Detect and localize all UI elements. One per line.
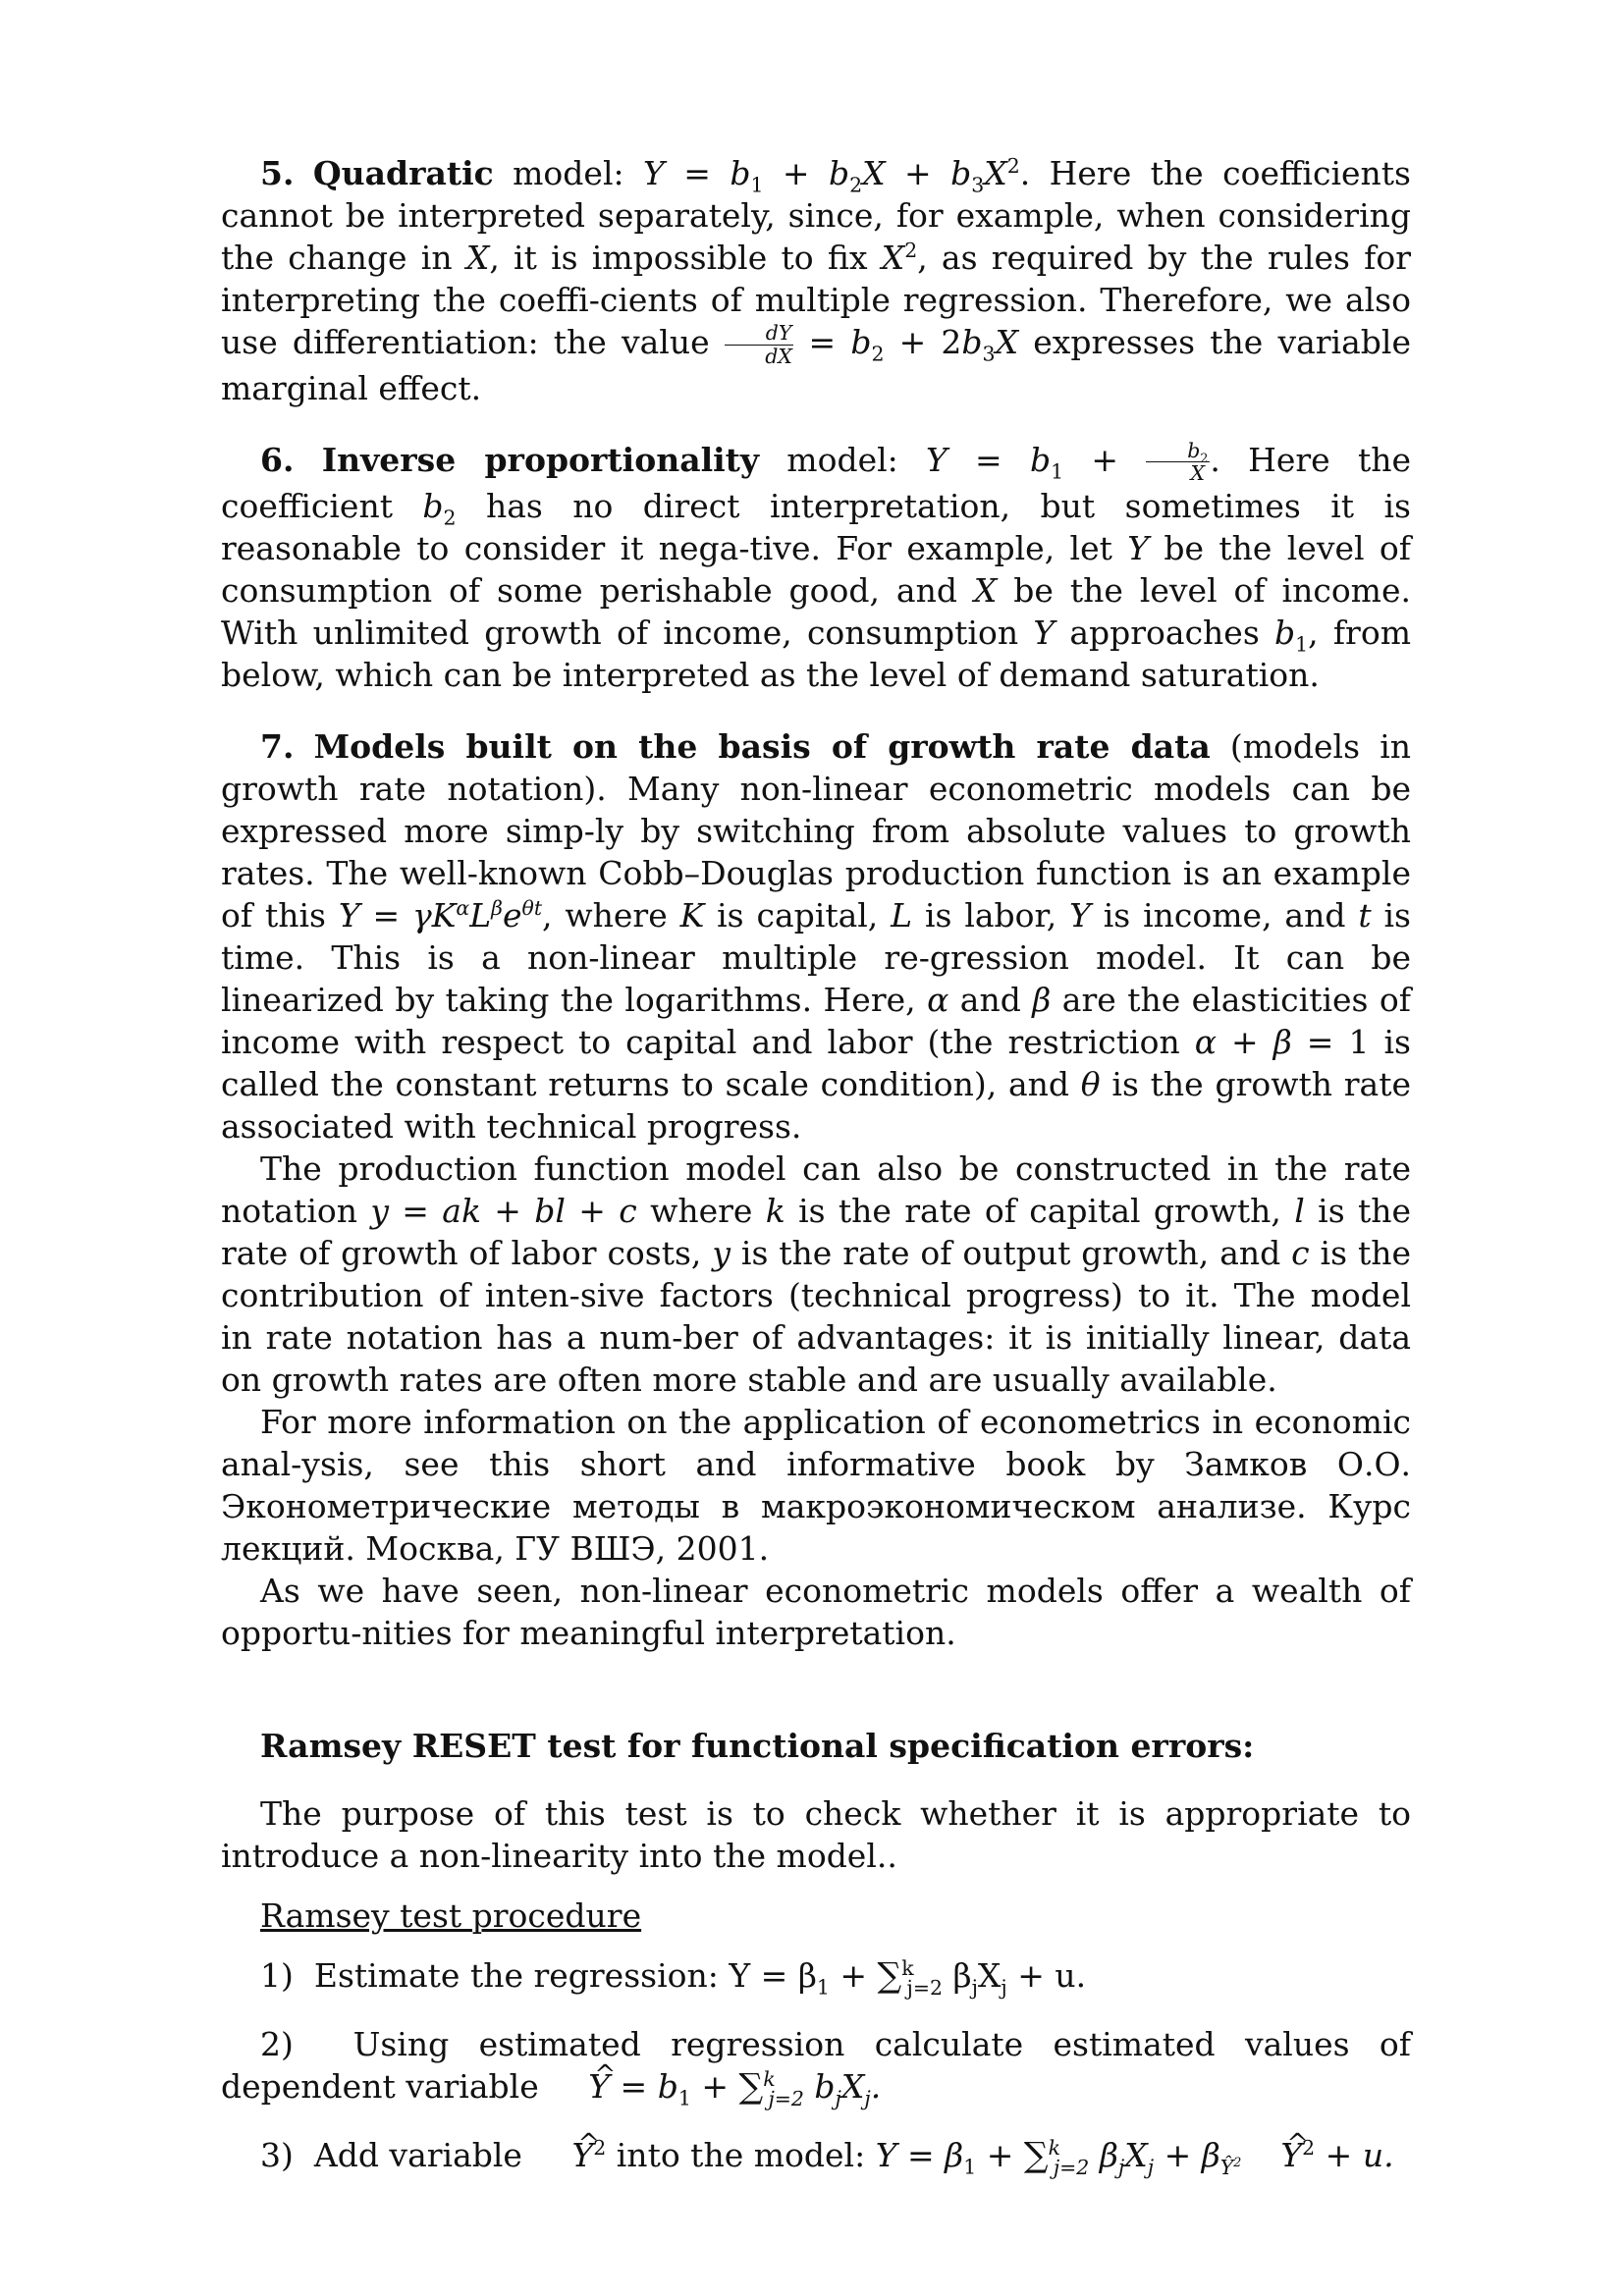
var: Y — [1033, 613, 1056, 652]
ramsey-step-1 — [221, 1954, 1411, 1998]
text: Using estimated regression calculate estimated values of dependent variable — [221, 2024, 1412, 2106]
section-title: Inverse proportionality — [321, 440, 760, 479]
section-quadratic — [221, 152, 1411, 409]
step-number: 1) — [260, 1955, 294, 1995]
var: θ — [1080, 1064, 1101, 1103]
ramsey-procedure-title: Ramsey test procedure — [260, 1896, 642, 1935]
formula-inverse: $Y = b_1$ + $\frac{b_2}{X}$ — [926, 439, 1209, 486]
var: k — [765, 1191, 785, 1230]
formula-step-2: ^ $Y = b_1 + \sum^k_{j=2}$ $b_jX_j$. — [549, 2067, 881, 2106]
text: model: — [759, 440, 927, 479]
text: and — [948, 980, 1033, 1019]
text: is called the constant returns to scale condition), and — [221, 1022, 1411, 1103]
text: is capital, — [704, 895, 892, 934]
text: , from below, which can be interpreted as the level of demand saturation. — [221, 613, 1411, 694]
text: approaches — [1055, 613, 1274, 652]
paragraph-rate-notation — [221, 1148, 1411, 1401]
var: t — [1358, 895, 1372, 934]
section-title: Quadratic — [312, 154, 494, 192]
var: X — [973, 570, 998, 610]
formula-restriction: α + β = 1 — [1194, 1022, 1370, 1061]
var: L — [891, 895, 913, 934]
text: be the level of income. With unlimited growth of income, consumption — [221, 570, 1411, 652]
text: is income, and — [1090, 895, 1359, 934]
text: are the elasticities of income with respect to capital and labor (the restriction — [221, 980, 1411, 1061]
text: (models in growth rate notation). Many non-linear econometric models can be expressed more simp-ly by switching from absolute values to growth rates. The well-known Cobb–Douglas production function is an example of this — [221, 726, 1412, 934]
section-growth-rate — [221, 725, 1411, 1148]
section-inverse — [221, 439, 1411, 696]
var: ^ $Y^2$ — [532, 2136, 606, 2174]
var: β — [1032, 980, 1052, 1019]
formula-step-1: $Y = \beta_1 + \sum^k_{j=2}$ $\beta_jX_j + u$. — [729, 1955, 1087, 2000]
text: expresses the variable marginal effect. — [221, 323, 1411, 407]
var: l — [1294, 1191, 1305, 1230]
var: y — [712, 1233, 731, 1272]
ramsey-purpose: The purpose of this test is to check whether it is appropriate to introduce a non-linearity into the model.. — [221, 1793, 1411, 1875]
paragraph-reference: For more information on the application of econometrics in economic anal-ysis, see this short and informative book by Замков О.О. Эконометрические методы в макроэкономическом анализе. Курс лекций. Москва, ГУ ВШЭ, 2001. — [221, 1402, 1411, 1568]
text: is labor, — [912, 895, 1070, 934]
formula-rate: y = ak + bl + c — [370, 1191, 637, 1230]
var: Y — [1127, 528, 1150, 567]
text: be the level of consumption of some perishable good, and — [221, 528, 1411, 610]
section-number: 6. — [260, 440, 295, 479]
ramsey-step-3 — [221, 2134, 1411, 2177]
text: model: — [493, 154, 644, 192]
text: is the rate of growth of labor costs, — [221, 1191, 1411, 1272]
derivative-fraction: $\frac{dY}{dX}$ — [725, 322, 794, 367]
text: where — [636, 1191, 766, 1230]
var: c — [1291, 1233, 1310, 1272]
text: Add variable — [313, 2135, 533, 2174]
ramsey-step-2 — [221, 2023, 1411, 2109]
section-title: Models built on the basis of growth rate data — [313, 726, 1211, 766]
formula-cobb-douglas: $Y = \gamma K^\alpha L^\beta e^{\theta t}$ — [338, 895, 543, 934]
text: , where — [542, 895, 680, 934]
text: . Here the coefficients cannot be interpreted separately, since, for example, when considering the change in — [221, 154, 1411, 277]
text: , it is impossible to fix — [489, 239, 882, 277]
var: X — [465, 239, 490, 277]
formula-derivative: = $b_2 + 2b_3X$ — [793, 323, 1019, 366]
var: $X^2$ — [881, 239, 918, 277]
text: is the growth rate associated with technical progress. — [221, 1064, 1412, 1146]
var: $b_2$ — [422, 486, 457, 530]
ramsey-heading: Ramsey RESET test for functional specification errors: — [260, 1726, 1255, 1765]
step-number: 2) — [260, 2024, 294, 2063]
text: . Here the coefficient — [221, 440, 1411, 525]
text: is time. This is a non-linear multiple re-gression model. It can be linearized by taking the logarithms. Here, — [221, 895, 1411, 1019]
text: has no direct interpretation, but sometimes it is reasonable to consider it nega-tive. For example, let — [221, 486, 1411, 567]
text: Estimate the regression: — [313, 1955, 730, 1995]
text: is the rate of output growth, and — [730, 1233, 1292, 1272]
var: Y — [1069, 895, 1091, 934]
var: K — [679, 895, 705, 934]
var: α — [927, 980, 949, 1019]
section-number: 5. — [260, 154, 295, 192]
document-page — [221, 152, 1411, 2177]
section-number: 7. — [260, 726, 295, 766]
formula-quadratic: $Y = b_1 + b_2X + b_3X^2$ — [643, 154, 1020, 197]
text: is the rate of capital growth, — [785, 1191, 1295, 1230]
text: is the contribution of inten-sive factors (technical progress) to it. The model in rate notation has a num-ber of advantages: it is initially linear, data on growth rates are often more stable and are usually available. — [221, 1233, 1411, 1399]
step-number: 3) — [260, 2135, 294, 2174]
text: , as required by the rules for interpreting the coeffi-cients of multiple regression. Therefore, we also use differentiation: the value — [221, 239, 1412, 361]
paragraph-conclusion: As we have seen, non-linear econometric models offer a wealth of opportu-nities for meaningful interpretation. — [221, 1571, 1411, 1652]
text: into the model: — [606, 2135, 876, 2174]
text: The production function model can also be constructed in the rate notation — [221, 1148, 1411, 1230]
formula-step-3: $Y = \beta_1 + \sum^k_{j=2}$ $\beta_jX_j + \beta_{Ŷ^2}$ ^ $Y^2 + u$. — [876, 2136, 1394, 2174]
var: $b_1$ — [1273, 613, 1309, 657]
